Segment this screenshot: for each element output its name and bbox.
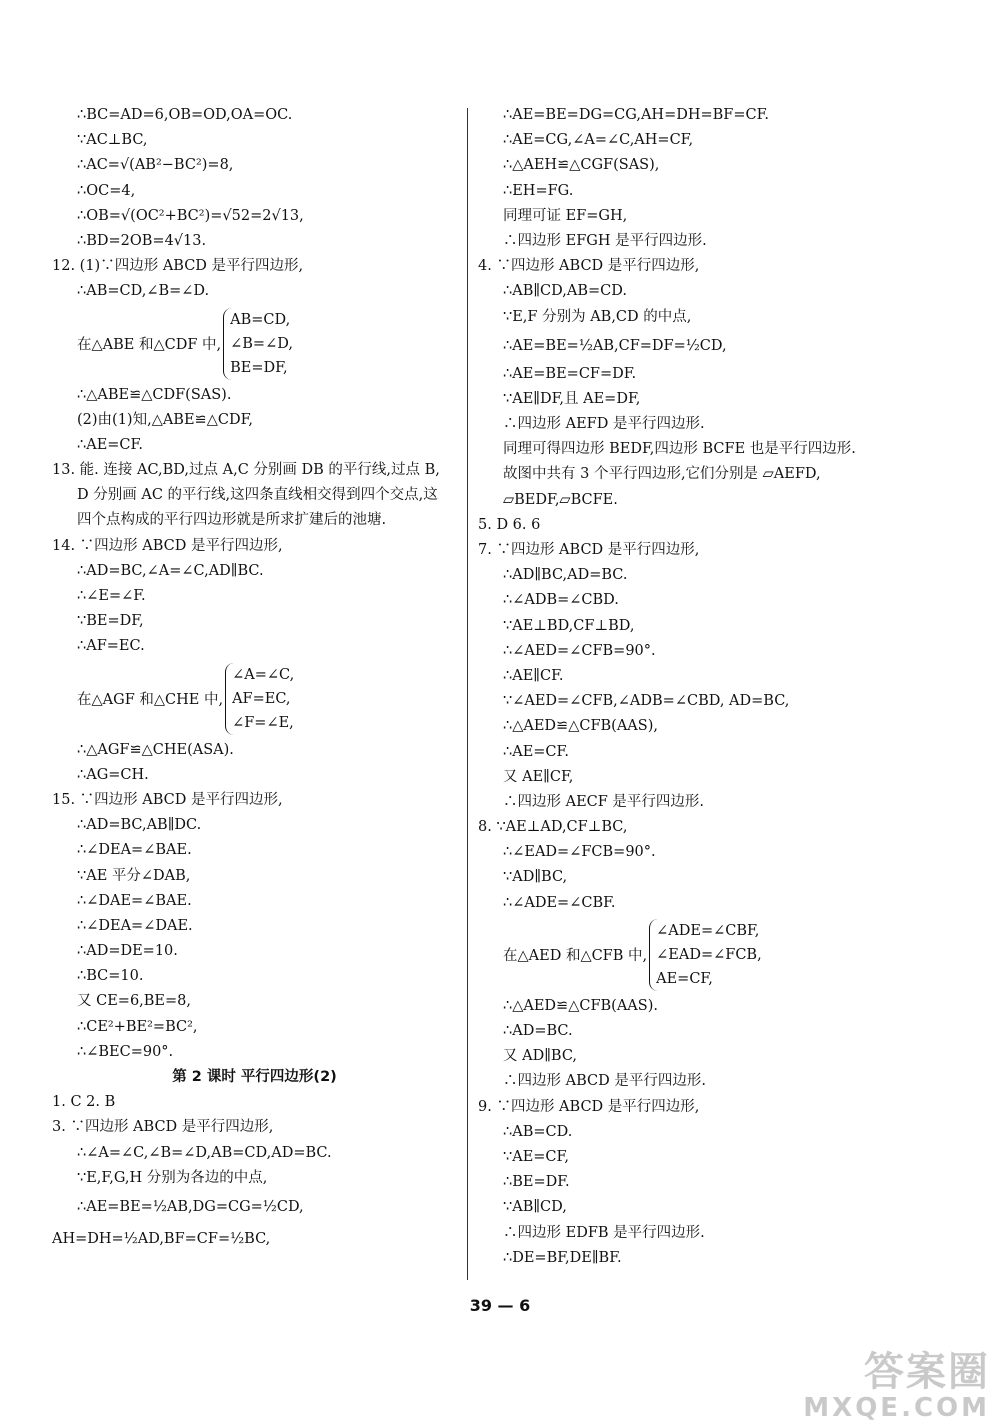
solution-line: 9. ∵四边形 ABCD 是平行四边形,: [478, 1098, 700, 1115]
brace-lead: 在△ABE 和△CDF 中,: [77, 337, 222, 353]
solution-line: ∴AD=BC,∠A=∠C,AD∥BC.: [77, 562, 264, 579]
solution-line: ∵AE=CF,: [503, 1148, 569, 1165]
solution-line: ∴AG=CH.: [77, 766, 149, 783]
solution-line: 13. 能. 连接 AC,BD,过点 A,C 分别画 DB 的平行线,过点 B,: [52, 462, 440, 479]
solution-line: ∵AD∥BC,: [503, 869, 568, 886]
solution-line: ∴AB=CD.: [503, 1123, 573, 1140]
brace-condition: ∠B=∠D,: [230, 335, 293, 352]
solution-line: 四个点构成的平行四边形就是所求扩建后的池塘.: [77, 512, 387, 529]
solution-line: ∴CE²+BE²=BC²,: [77, 1018, 198, 1035]
solution-line: ∴AE=CF.: [503, 743, 569, 760]
solution-line: ∴AE∥CF.: [503, 667, 564, 684]
solution-line: ∵E,F 分别为 AB,CD 的中点,: [503, 308, 692, 325]
brace-condition-list: [649, 919, 762, 991]
solution-line: ∴∠E=∠F.: [77, 588, 146, 604]
solution-line: ∵E,F,G,H 分别为各边的中点,: [77, 1169, 268, 1186]
solution-line: ∴△AEH≌△CGF(SAS),: [503, 157, 660, 174]
solution-line: ∴AE=BE=DG=CG,AH=DH=BF=CF.: [503, 107, 770, 123]
solution-line: ∴AD=DE=10.: [77, 943, 178, 960]
brace-condition: ∠ADE=∠CBF,: [656, 922, 760, 939]
solution-line: 同理可得四边形 BEDF,四边形 BCFE 也是平行四边形.: [503, 441, 856, 458]
solution-line: ∴DE=BF,DE∥BF.: [503, 1249, 622, 1266]
solution-line: ∴OB=√(OC²+BC²)=√52=2√13,: [77, 207, 304, 224]
solution-line: ∴AE=BE=½AB,CF=DF=½CD,: [503, 337, 727, 354]
right-column: [478, 103, 958, 1271]
solution-line: 4. ∵四边形 ABCD 是平行四边形,: [478, 258, 700, 275]
solution-line: ∴∠DEA=∠BAE.: [77, 842, 192, 859]
watermark-logo: 答案圈: [864, 1349, 990, 1395]
solution-line: ∴∠DEA=∠DAE.: [77, 917, 193, 934]
brace-lead: 在△AGF 和△CHE 中,: [77, 692, 224, 709]
solution-line: 15. ∵四边形 ABCD 是平行四边形,: [52, 791, 283, 808]
solution-line: ∴四边形 EFGH 是平行四边形.: [503, 232, 707, 249]
solution-line: 又 CE=6,BE=8,: [77, 993, 191, 1010]
brace-condition-list: [223, 308, 293, 380]
solution-line: ∴∠ADE=∠CBF.: [503, 894, 616, 911]
solution-line: ∴∠BEC=90°.: [77, 1043, 174, 1060]
solution-line: D 分别画 AC 的平行线,这四条直线相交得到四个交点,这: [77, 487, 438, 504]
left-column: [52, 103, 457, 1255]
solution-line: ∴AE=CF.: [77, 436, 143, 453]
solution-line: ∴∠ADB=∠CBD.: [503, 592, 619, 609]
solution-line: 又 AE∥CF,: [503, 768, 574, 785]
solution-line: ∵AE∥DF,且 AE=DF,: [503, 390, 641, 407]
solution-line: ∴AD=BC,AB∥DC.: [77, 817, 202, 834]
solution-line: ∵BE=DF,: [77, 613, 144, 630]
brace-condition-list: [225, 663, 294, 735]
solution-line: ∴∠DAE=∠BAE.: [77, 892, 192, 909]
watermark: [803, 1350, 990, 1422]
solution-line: ∴AF=EC.: [77, 638, 145, 655]
brace-condition: AF=EC,: [232, 690, 291, 707]
solution-line: AH=DH=½AD,BF=CF=½BC,: [52, 1230, 271, 1247]
solution-line: 7. ∵四边形 ABCD 是平行四边形,: [478, 542, 700, 558]
solution-line: ∴四边形 EDFB 是平行四边形.: [503, 1224, 705, 1241]
solution-line: ∴△AGF≌△CHE(ASA).: [77, 741, 234, 758]
solution-line: ∴BC=AD=6,OB=OD,OA=OC.: [77, 107, 293, 123]
solution-line: 5. D 6. 6: [478, 516, 541, 533]
solution-line: ∴四边形 AECF 是平行四边形.: [503, 793, 705, 810]
solution-line: ∴四边形 AEFD 是平行四边形.: [503, 416, 705, 433]
solution-line: ∴OC=4,: [77, 182, 136, 199]
solution-line: ∵AE⊥BD,CF⊥BD,: [503, 617, 635, 634]
solution-line: ∵AB∥CD,: [503, 1199, 567, 1216]
solution-line: (2)由(1)知,△ABE≌△CDF,: [77, 411, 253, 428]
brace-group: [52, 308, 457, 380]
brace-condition: AE=CF,: [656, 970, 713, 987]
solution-line: ∴∠AED=∠CFB=90°.: [503, 642, 656, 659]
solution-line: ∴EH=FG.: [503, 182, 574, 199]
solution-line: ∴AC=√(AB²−BC²)=8,: [77, 157, 234, 174]
solution-line: ∵AE 平分∠DAB,: [77, 867, 191, 884]
solution-line: 14. ∵四边形 ABCD 是平行四边形,: [52, 537, 283, 554]
solution-line: ∴△ABE≌△CDF(SAS).: [77, 386, 232, 403]
brace-group: [478, 919, 958, 991]
solution-line: ∴AD∥BC,AD=BC.: [503, 567, 628, 584]
solution-line: 8. ∵AE⊥AD,CF⊥BC,: [478, 819, 628, 836]
solution-line: ∴AB∥CD,AB=CD.: [503, 283, 627, 300]
solution-line: ∴AE=BE=½AB,DG=CG=½CD,: [77, 1198, 304, 1215]
solution-line: ∴BE=DF.: [503, 1174, 570, 1191]
brace-condition: ∠EAD=∠FCB,: [656, 946, 762, 963]
solution-line: 1. C 2. B: [52, 1094, 116, 1111]
brace-group: [52, 663, 457, 735]
solution-line: 又 AD∥BC,: [503, 1048, 578, 1065]
solution-line: 12. (1)∵四边形 ABCD 是平行四边形,: [52, 258, 304, 275]
solution-line: ∴AE=BE=CF=DF.: [503, 365, 637, 382]
solution-line: ▱BEDF,▱BCFE.: [503, 491, 618, 508]
watermark-url: MXQE.COM: [803, 1393, 990, 1423]
solution-line: ∵AC⊥BC,: [77, 132, 148, 149]
section-heading: 第 2 课时 平行四边形(2): [172, 1069, 337, 1085]
brace-condition: AB=CD,: [230, 311, 291, 328]
page-number: 39 — 6: [469, 1296, 531, 1315]
solution-line: ∴△AED≌△CFB(AAS).: [503, 997, 658, 1014]
solution-line: ∴∠EAD=∠FCB=90°.: [503, 844, 656, 861]
solution-line: ∴AB=CD,∠B=∠D.: [77, 283, 210, 300]
brace-condition: BE=DF,: [230, 359, 288, 376]
solution-line: 同理可证 EF=GH,: [503, 207, 628, 224]
brace-condition: ∠F=∠E,: [232, 714, 294, 731]
brace-lead: 在△AED 和△CFB 中,: [503, 948, 648, 965]
solution-line: ∴BC=10.: [77, 968, 144, 985]
solution-line: ∴AE=CG,∠A=∠C,AH=CF,: [503, 132, 694, 149]
solution-line: ∵∠AED=∠CFB,∠ADB=∠CBD, AD=BC,: [503, 693, 790, 710]
brace-condition: ∠A=∠C,: [232, 666, 295, 683]
solution-line: ∴AD=BC.: [503, 1023, 573, 1039]
solution-line: ∴BD=2OB=4√13.: [77, 232, 207, 249]
solution-line: 故图中共有 3 个平行四边形,它们分别是 ▱AEFD,: [503, 466, 821, 483]
solution-line: ∴四边形 ABCD 是平行四边形.: [503, 1073, 706, 1090]
solution-line: 3. ∵四边形 ABCD 是平行四边形,: [52, 1119, 274, 1136]
solution-line: ∴∠A=∠C,∠B=∠D,AB=CD,AD=BC.: [77, 1144, 332, 1161]
column-divider: [467, 108, 468, 1280]
solution-line: ∴△AED≌△CFB(AAS),: [503, 718, 658, 735]
